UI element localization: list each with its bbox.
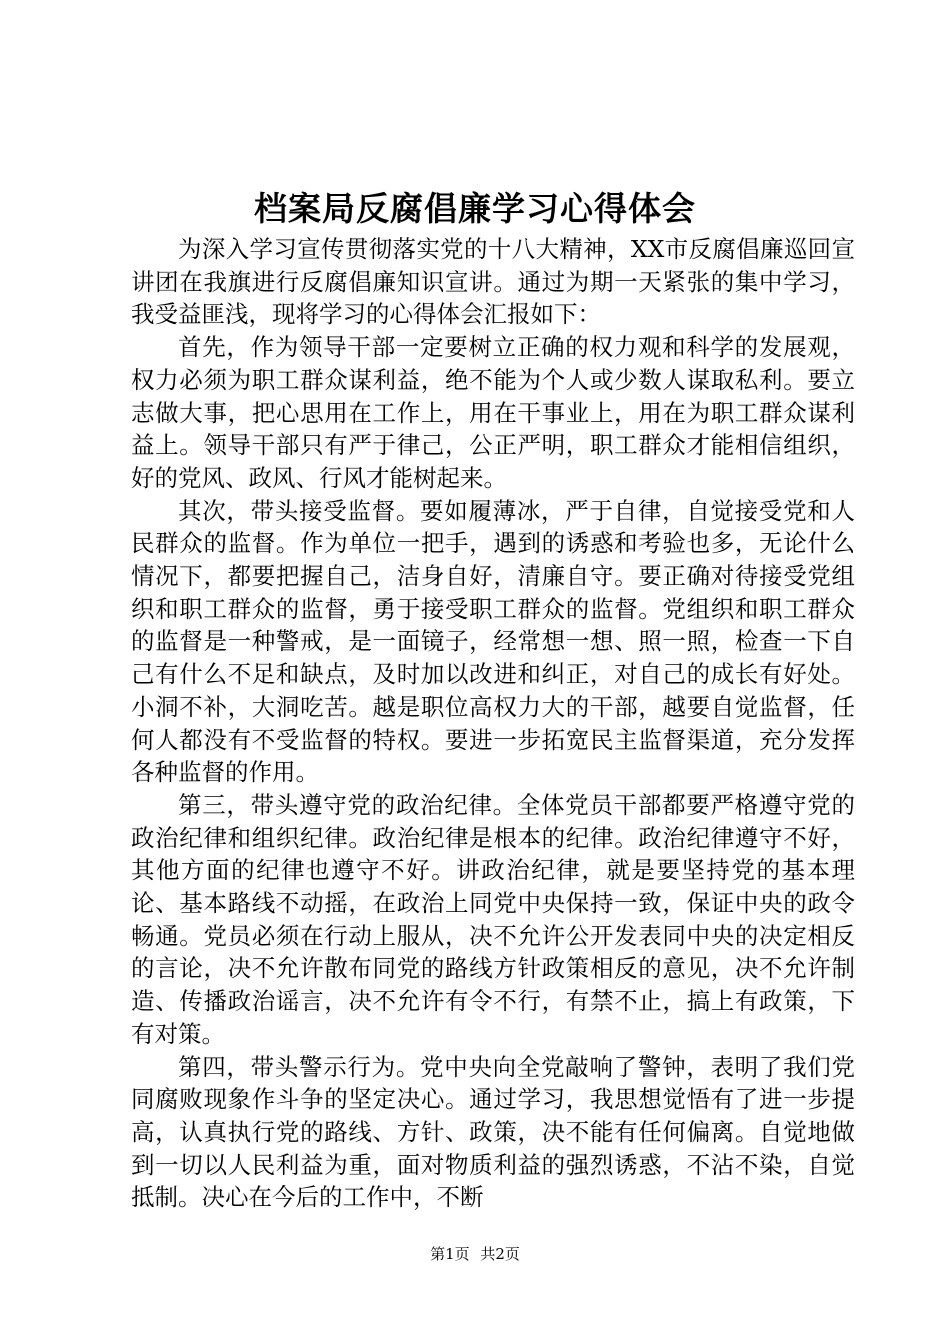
- document-title: 档案局反腐倡廉学习心得体会: [254, 189, 696, 228]
- paragraph-first: 首先，作为领导干部一定要树立正确的权力观和科学的发展观，权力必须为职工群众谋利益，绝不能为个人或少数人谋取私利。要立志做大事，把心思用在工作上，用在干事业上，用在为职工群众谋利益上。领导干部只有严于律己，公正严明，职工群众才能相信组织，好的党风、政风、行风才能树起来。: [131, 333, 855, 492]
- document-body: [131, 233, 855, 1214]
- page-number-current: 第1页: [430, 1245, 470, 1263]
- paragraph-fourth: 第四，带头警示行为。党中央向全党敲响了警钟，表明了我们党同腐败现象作斗争的坚定决心。通过学习，我思想觉悟有了进一步提高，认真执行党的路线、方针、政策，决不能有任何偏离。自觉地做到一切以人民利益为重，面对物质利益的强烈诱惑，不沾不染，自觉抵制。决心在今后的工作中，不断: [131, 1052, 855, 1212]
- page-footer: [0, 1243, 950, 1265]
- paragraph-third: 第三，带头遵守党的政治纪律。全体党员干部都要严格遵守党的政治纪律和组织纪律。政治纪律是根本的纪律。政治纪律遵守不好，其他方面的纪律也遵守不好。讲政治纪律，就是要坚持党的基本理论、基本路线不动摇，在政治上同党中央保持一致，保证中央的政令畅通。党员必须在行动上服从，决不允许公开发表同中央的决定相反的言论，决不允许散布同党的路线方针政策相反的意见，决不允许制造、传播政治谣言，决不允许有令不行，有禁不止，搞上有政策，下有对策。: [131, 790, 855, 1048]
- page-number-total: 共2页: [480, 1245, 520, 1263]
- paragraph-second: 其次，带头接受监督。要如履薄冰，严于自律，自觉接受党和人民群众的监督。作为单位一把手，遇到的诱惑和考验也多，无论什么情况下，都要把握自己，洁身自好，清廉自守。要正确对待接受党组织和职工群众的监督，勇于接受职工群众的监督。党组织和职工群众的监督是一种警戒，是一面镜子，经常想一想、照一照，检查一下自己有什么不足和缺点，及时加以改进和纠正，对自己的成长有好处。小洞不补，大洞吃苦。越是职位高权力大的干部，越要自觉监督，任何人都没有不受监督的特权。要进一步拓宽民主监督渠道，充分发挥各种监督的作用。: [131, 496, 855, 787]
- paragraph-intro: 为深入学习宣传贯彻落实党的十八大精神，XX市反腐倡廉巡回宣讲团在我旗进行反腐倡廉知识宣讲。通过为期一天紧张的集中学习，我受益匪浅，现将学习的心得体会汇报如下：: [131, 235, 855, 329]
